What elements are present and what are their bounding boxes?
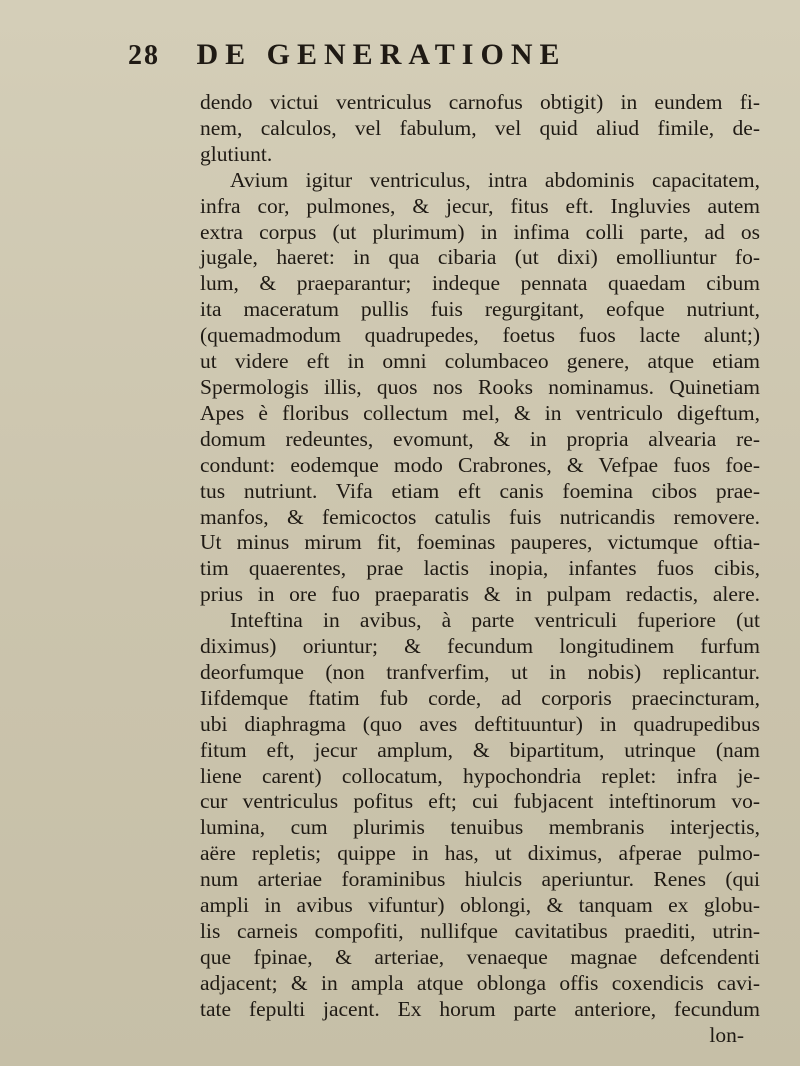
text-line: ut videre eft in omni columbaceo genere, atque etiam [200,349,760,374]
text-line: tim quaerentes, prae lactis inopia, infantes fuos cibis, [200,556,760,581]
text-line: deorfumque (non tranfverfim, ut in nobis) replicantur. [200,659,760,684]
text-line: manfos, & femicoctos catulis fuis nutricandis removere. [200,504,760,529]
text-line: dendo victui ventriculus carnofus obtigit) in eundem fi- [200,90,760,114]
text-line: domum redeuntes, evomunt, & in propria alvearia re- [200,426,760,451]
text-line: que fpinae, & arteriae, venaeque magnae defcendenti [200,944,760,969]
body-text [200,90,760,1049]
text-line: lumina, cum plurimis tenuibus membranis interjectis, [200,815,760,840]
catchword: lon- [709,1022,744,1047]
text-line: num arteriae foraminibus hiulcis aperiuntur. Renes (qui [200,867,760,892]
text-line: glutiunt. [200,141,273,166]
text-line: Inteftina in avibus, à parte ventriculi fuperiore (ut [230,608,760,633]
running-title: DE GENERATIONE [196,38,567,71]
text-line: ita maceratum pullis fuis regurgitant, eofque nutriunt, [200,297,760,322]
text-line: nem, calculos, vel fabulum, vel quid aliud fimile, de- [200,115,760,140]
text-line: prius in ore fuo praeparatis & in pulpam redactis, alere. [200,582,760,607]
page-header [128,38,567,72]
page-number: 28 [128,40,160,71]
text-line: liene carent) collocatum, hypochondria replet: infra je- [200,763,760,788]
text-line: diximus) oriuntur; & fecundum longitudinem furfum [200,634,760,659]
text-line: lis carneis compofiti, nullifque cavitatibus praediti, utrin- [200,919,760,943]
text-line: Ut minus mirum fit, foeminas pauperes, victumque oftia- [200,530,760,555]
text-line: Avium igitur ventriculus, intra abdominis capacitatem, [230,167,760,192]
text-line: cur ventriculus pofitus eft; cui fubjacent inteftinorum vo- [200,789,760,814]
text-line: Apes è floribus collectum mel, & in ventriculo digeftum, [200,400,760,425]
text-line: infra cor, pulmones, & jecur, fitus eft. Ingluvies autem [200,193,760,218]
text-line: tate fepulti jacent. Ex horum parte anteriore, fecundum [200,996,760,1021]
text-line: jugale, haeret: in qua cibaria (ut dixi) emolliuntur fo- [200,245,760,270]
text-line: tus nutriunt. Vifa etiam eft canis foemina cibos prae- [200,478,760,503]
text-line: adjacent; & in ampla atque oblonga offis coxendicis cavi- [200,970,760,995]
text-line: ampli in avibus vifuntur) oblongi, & tanquam ex globu- [200,893,760,918]
text-line: lum, & praeparantur; indeque pennata quaedam cibum [200,271,760,296]
text-line: Iifdemque ftatim fub corde, ad corporis praecincturam, [200,685,760,710]
text-line: condunt: eodemque modo Crabrones, & Vefpae fuos foe- [200,452,760,477]
text-line: ubi diaphragma (quo aves deftituuntur) in quadrupedibus [200,711,760,736]
text-line: (quemadmodum quadrupedes, foetus fuos lacte alunt;) [200,323,760,348]
text-line: Spermologis illis, quos nos Rooks nominamus. Quinetiam [200,374,760,399]
text-line: fitum eft, jecur amplum, & bipartitum, utrinque (nam [200,737,760,762]
text-line: aëre repletis; quippe in has, ut diximus, afperae pulmo- [200,841,760,866]
text-line: extra corpus (ut plurimum) in infima colli parte, ad os [200,219,760,244]
